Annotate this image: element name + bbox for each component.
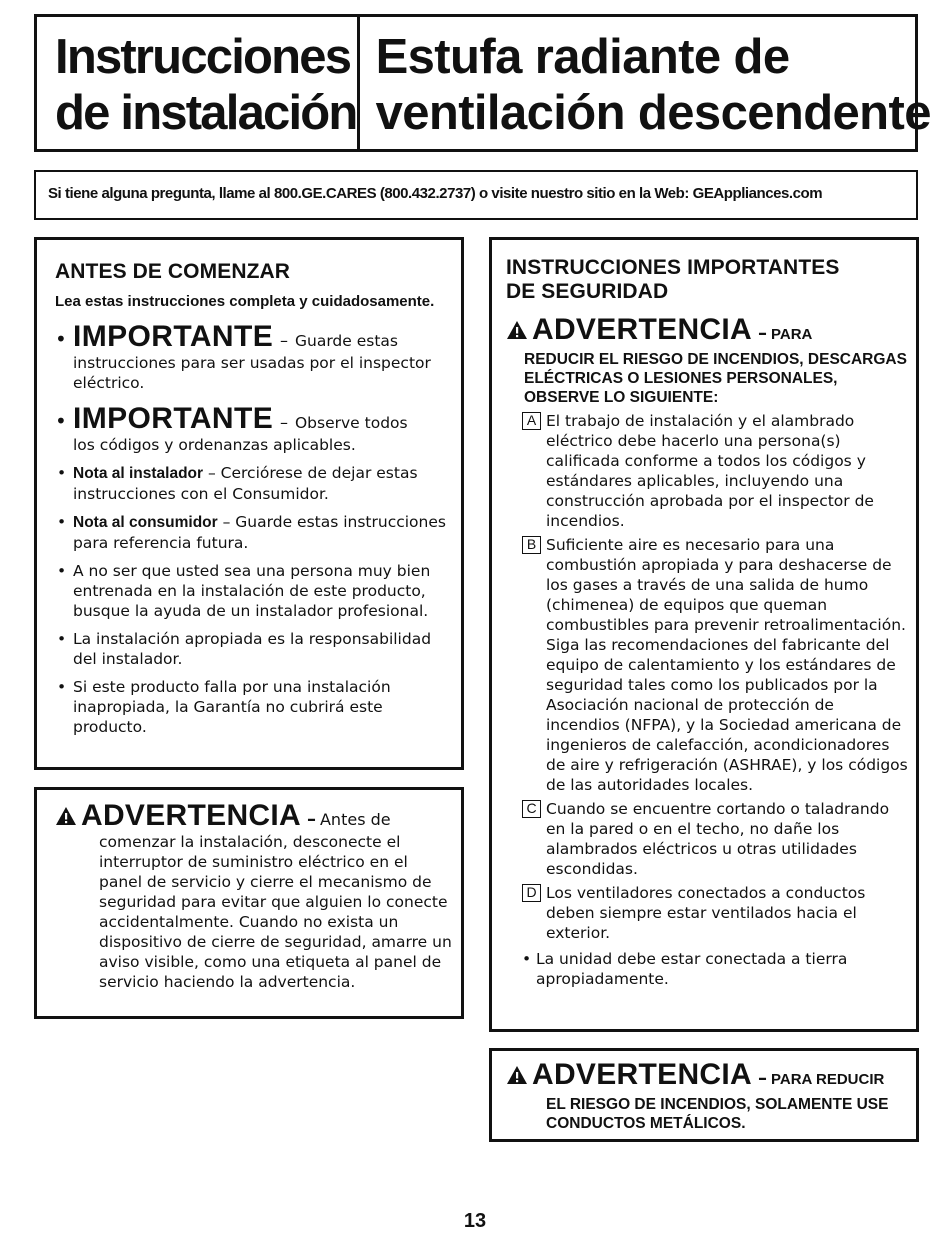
warning-triangle-icon [55,806,77,826]
list-item-text: – Guarde estas instrucciones para referencia futura. [73,513,446,552]
page-number: 13 [463,1210,487,1232]
important-text-rest: los códigos y ordenanzas aplicables. [73,436,356,454]
before-you-begin-lead: Lea estas instrucciones completa y cuidadosamente. [55,293,435,310]
warning-dash: – [306,809,316,830]
warning-metal-ducts-box [489,1048,919,1142]
safety-title-line1: INSTRUCCIONES IMPORTANTES [506,256,840,279]
list-item [506,411,908,531]
warning-label: ADVERTENCIA [532,1058,752,1091]
warning-lead-in: Antes de [319,810,391,829]
list-item-text: Suficiente aire es necesario para una combustión apropiada y para deshacerse de los gases a través de una salida de humo (chimenea) de equipos que queman combustibles para prevenir retroalimentación. Siga las recomendaciones del fabricante del equipo de calentamiento y los estándares de seguridad tales como los publicados por la Asociación nacional de protección de incendios (NFPA), y la Sociedad americana de ingenieros de calefacción, acondicionadores de aire y refrigeración (ASHRAE), y los códigos de las autoridades locales. [546,536,908,794]
safety-title-line2: DE SEGURIDAD [506,280,669,303]
important-label: IMPORTANTE [73,402,274,435]
before-you-begin-list [55,463,451,737]
bullet-dot: • [55,327,67,351]
warning-text: comenzar la instalación, desconecte el interruptor de suministro eléctrico en el panel de servicio y cierre el mecanismo de seguridad para evitar que alguien lo conecte accidentalmente. Cuando no exista un dispositivo de cierre de seguridad, amarre un aviso visible, como una etiqueta al panel de servicio haciendo la advertencia. [99,833,452,991]
letter-box-d: D [522,884,541,902]
safety-instructions-box [489,237,919,1032]
list-item-text: La instalación apropiada es la responsabilidad del instalador. [73,630,432,668]
warning-heading [506,314,908,346]
warning-triangle-icon [506,320,528,340]
letter-box-a: A [522,412,541,430]
list-item-text: El trabajo de instalación y el alambrado eléctrico debe hacerlo una persona(s) calificada conforme a todos los códigos y estándares aplicables, incluyendo una construcción aprobada por el inspector de incendios. [546,412,874,530]
important-dash: – [280,413,289,432]
list-item-bold: Nota al instalador [73,465,204,482]
header-title-line1: Instrucciones [55,30,351,84]
warning-label: ADVERTENCIA [532,313,752,346]
list-item [55,561,451,621]
bullet-dot: • [55,409,67,433]
warning-disconnect-box [34,787,464,1019]
warning-lead-in: PARA REDUCIR [770,1071,885,1088]
list-item [506,799,908,879]
warning-triangle-icon [506,1065,528,1085]
list-item [55,629,451,669]
important-item [55,403,451,455]
list-item-bold: Nota al consumidor [73,514,218,531]
contact-bar: Si tiene alguna pregunta, llame al 800.GE.CARES (800.432.2737) o visite nuestro sitio en la Web: GEAppliances.com [34,170,918,220]
important-item [55,321,451,393]
safety-list [506,411,908,989]
list-item-text: – Cerciórese de dejar estas instrucciones con el Consumidor. [73,464,418,503]
list-item [55,512,451,553]
header-product-line1: Estufa radiante de [375,30,790,84]
list-item-text: Si este producto falla por una instalación inapropiada, la Garantía no cubrirá este producto. [73,678,391,736]
warning-caps-text: EL RIESGO DE INCENDIOS, SOLAMENTE USE CONDUCTOS METÁLICOS. [546,1096,889,1132]
warning-dash: – [757,323,767,344]
header-right-panel [360,17,931,149]
list-item [55,677,451,737]
header-product-line2: ventilación descendente [375,86,931,140]
letter-box-c: C [522,800,541,818]
warning-label: ADVERTENCIA [81,799,301,832]
list-item-text: La unidad debe estar conectada a tierra apropiadamente. [536,950,848,988]
before-you-begin-title: ANTES DE COMENZAR [55,260,291,283]
header-title-line2: de instalación [55,86,357,140]
warning-heading [55,800,453,832]
list-item [506,535,908,795]
list-item [506,883,908,943]
document-header [34,14,931,152]
important-text-start: Guarde estas [294,332,398,350]
list-item [55,463,451,504]
list-item-text: A no ser que usted sea una persona muy bien entrenada en la instalación de este producto, busque la ayuda de un instalador profesional. [73,562,431,620]
letter-box-b: B [522,536,541,554]
warning-lead-in: PARA [770,326,813,343]
before-you-begin-box [34,237,464,770]
header-left-panel [37,17,360,149]
list-item [506,949,908,989]
list-item-text: Cuando se encuentre cortando o taladrando en la pared o en el techo, no dañe los alambrados eléctricos u otras utilidades escondidas. [546,800,890,878]
warning-heading [506,1059,910,1091]
list-item-text: Los ventiladores conectados a conductos deben siempre estar ventilados hacia el exterior. [546,884,866,942]
important-text-start: Observe todos [294,414,408,432]
important-label: IMPORTANTE [73,320,274,353]
important-text-rest: instrucciones para ser usadas por el inspector eléctrico. [73,354,431,392]
warning-caps-text: REDUCIR EL RIESGO DE INCENDIOS, DESCARGAS ELÉCTRICAS O LESIONES PERSONALES, OBSERVE LO SIGUIENTE: [524,351,907,406]
important-dash: – [280,331,289,350]
warning-dash: – [757,1068,767,1089]
